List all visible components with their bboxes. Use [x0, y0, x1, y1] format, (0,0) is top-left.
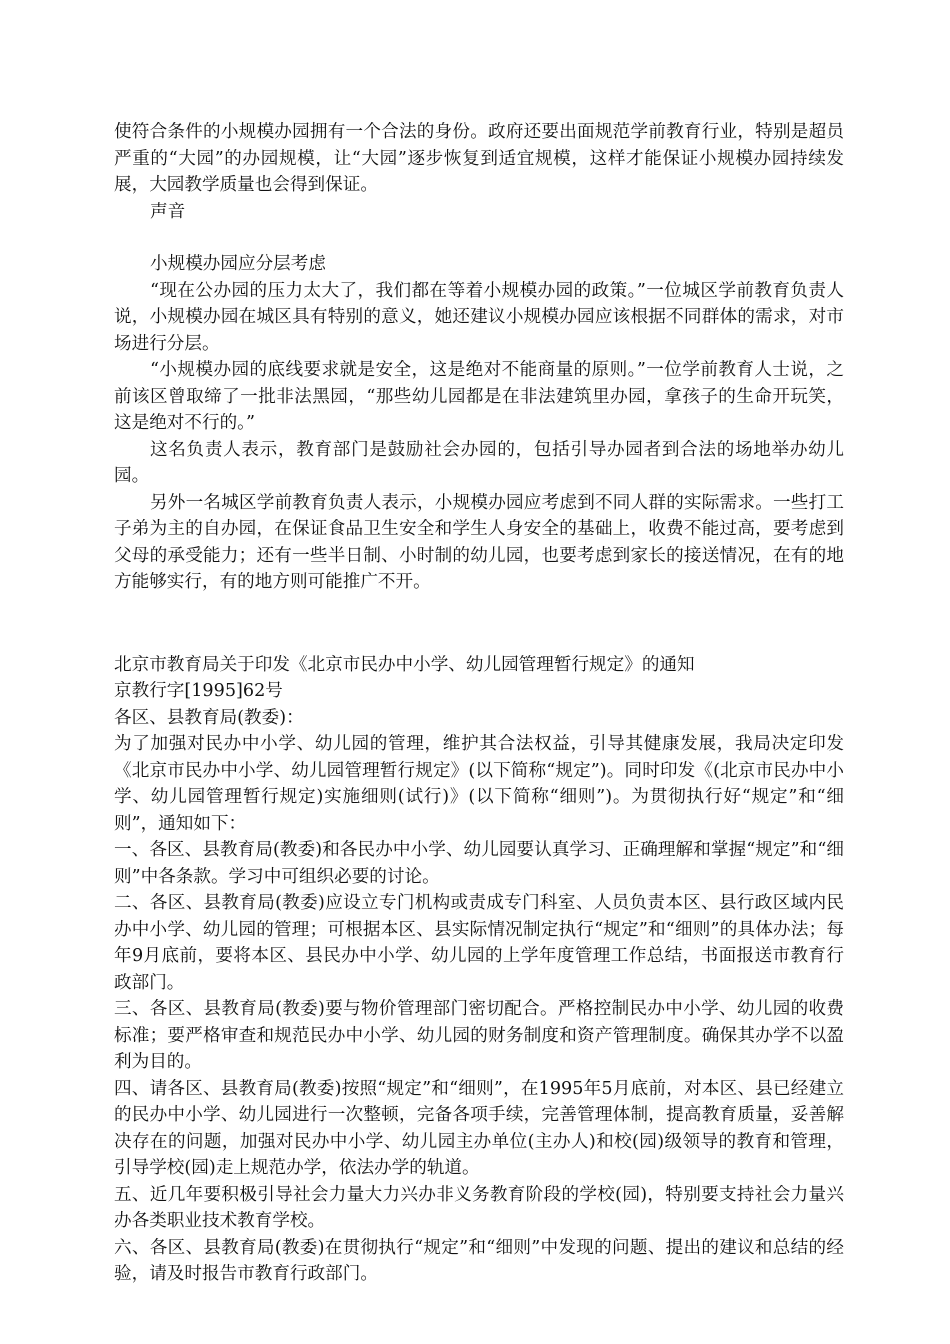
notice-item: 四、请各区、县教育局(教委)按照“规定”和“细则”，在1995年5月底前，对本区、县已经建立的民办中小学、幼儿园进行一次整顿，完备各项手续，完善管理体制，提高教育质量，妥善解决存在的问题，加强对民办中小学、幼儿园主办单位(主办人)和校(园)级领导的教育和管理，引导学校(园)走上规范办学，依法办学的轨道。	[114, 1078, 844, 1178]
notice-item: 一、各区、县教育局(教委)和各民办中小学、幼儿园要认真学习、正确理解和掌握“规定”和“细则”中各条款。学习中可组织必要的讨论。	[114, 840, 844, 887]
document-page	[114, 119, 844, 1288]
notice-item: 三、各区、县教育局(教委)要与物价管理部门密切配合。严格控制民办中小学、幼儿园的收费标准；要严格审查和规范民办中小学、幼儿园的财务制度和资产管理制度。确保其办学不以盈利为目的。	[114, 999, 844, 1072]
notice-doc-number: 京教行字[1995]62号	[114, 681, 283, 701]
blank-gap	[114, 596, 844, 652]
article-paragraph: “小规模办园的底线要求就是安全，这是绝对不能商量的原则。”一位学前教育人士说，之前该区曾取缔了一批非法黑园，“那些幼儿园都是在非法建筑里办园，拿孩子的生命开玩笑，这是绝对不行的。”	[114, 360, 844, 433]
notice-item: 五、近几年要积极引导社会力量大力兴办非义务教育阶段的学校(园)，特别要支持社会力量兴办各类职业技术教育学校。	[114, 1184, 844, 1231]
notice-item: 六、各区、县教育局(教委)在贯彻执行“规定”和“细则”中发现的问题、提出的建议和总结的经验，请及时报告市教育行政部门。	[114, 1237, 844, 1284]
notice-intro: 为了加强对民办中小学、幼儿园的管理，维护其合法权益，引导其健康发展，我局决定印发《北京市民办中小学、幼儿园管理暂行规定》(以下简称“规定”)。同时印发《(北京市民办中小学、幼儿园管理暂行规定)实施细则(试行)》(以下简称“细则”)。为贯彻执行好“规定”和“细则”，通知如下：	[114, 734, 844, 834]
article-subheading: 小规模办园应分层考虑	[150, 254, 326, 274]
section-label: 声音	[150, 201, 186, 222]
article-paragraph: “现在公办园的压力太大了，我们都在等着小规模办园的政策。”一位城区学前教育负责人说，小规模办园在城区具有特别的意义，她还建议小规模办园应该根据不同群体的需求，对市场进行分层。	[114, 280, 844, 354]
article-paragraph: 这名负责人表示，教育部门是鼓励社会办园的，包括引导办园者到合法的场地举办幼儿园。	[114, 439, 844, 486]
notice-item: 二、各区、县教育局(教委)应设立专门机构或责成专门科室、人员负责本区、县行政区域内民办中小学、幼儿园的管理；可根据本区、县实际情况制定执行“规定”和“细则”的具体办法；每年9月底前，要将本区、县民办中小学、幼儿园的上学年度管理工作总结，书面报送市教育行政部门。	[114, 893, 844, 993]
article-paragraph: 使符合条件的小规模办园拥有一个合法的身份。政府还要出面规范学前教育行业，特别是超员严重的“大园”的办园规模，让“大园”逐步恢复到适宜规模，这样才能保证小规模办园持续发展，大园教学质量也会得到保证。	[114, 122, 844, 195]
article-paragraph: 另外一名城区学前教育负责人表示，小规模办园应考虑到不同人群的实际需求。一些打工子弟为主的自办园，在保证食品卫生安全和学生人身安全的基础上，收费不能过高，要考虑到父母的承受能力；还有一些半日制、小时制的幼儿园，也要考虑到家长的接送情况，在有的地方能够实行，有的地方则可能推广不开。	[114, 492, 844, 592]
notice-title: 北京市教育局关于印发《北京市民办中小学、幼儿园管理暂行规定》的通知	[114, 654, 695, 675]
blank-line	[114, 225, 844, 251]
notice-addressee: 各区、县教育局(教委)：	[114, 707, 304, 728]
